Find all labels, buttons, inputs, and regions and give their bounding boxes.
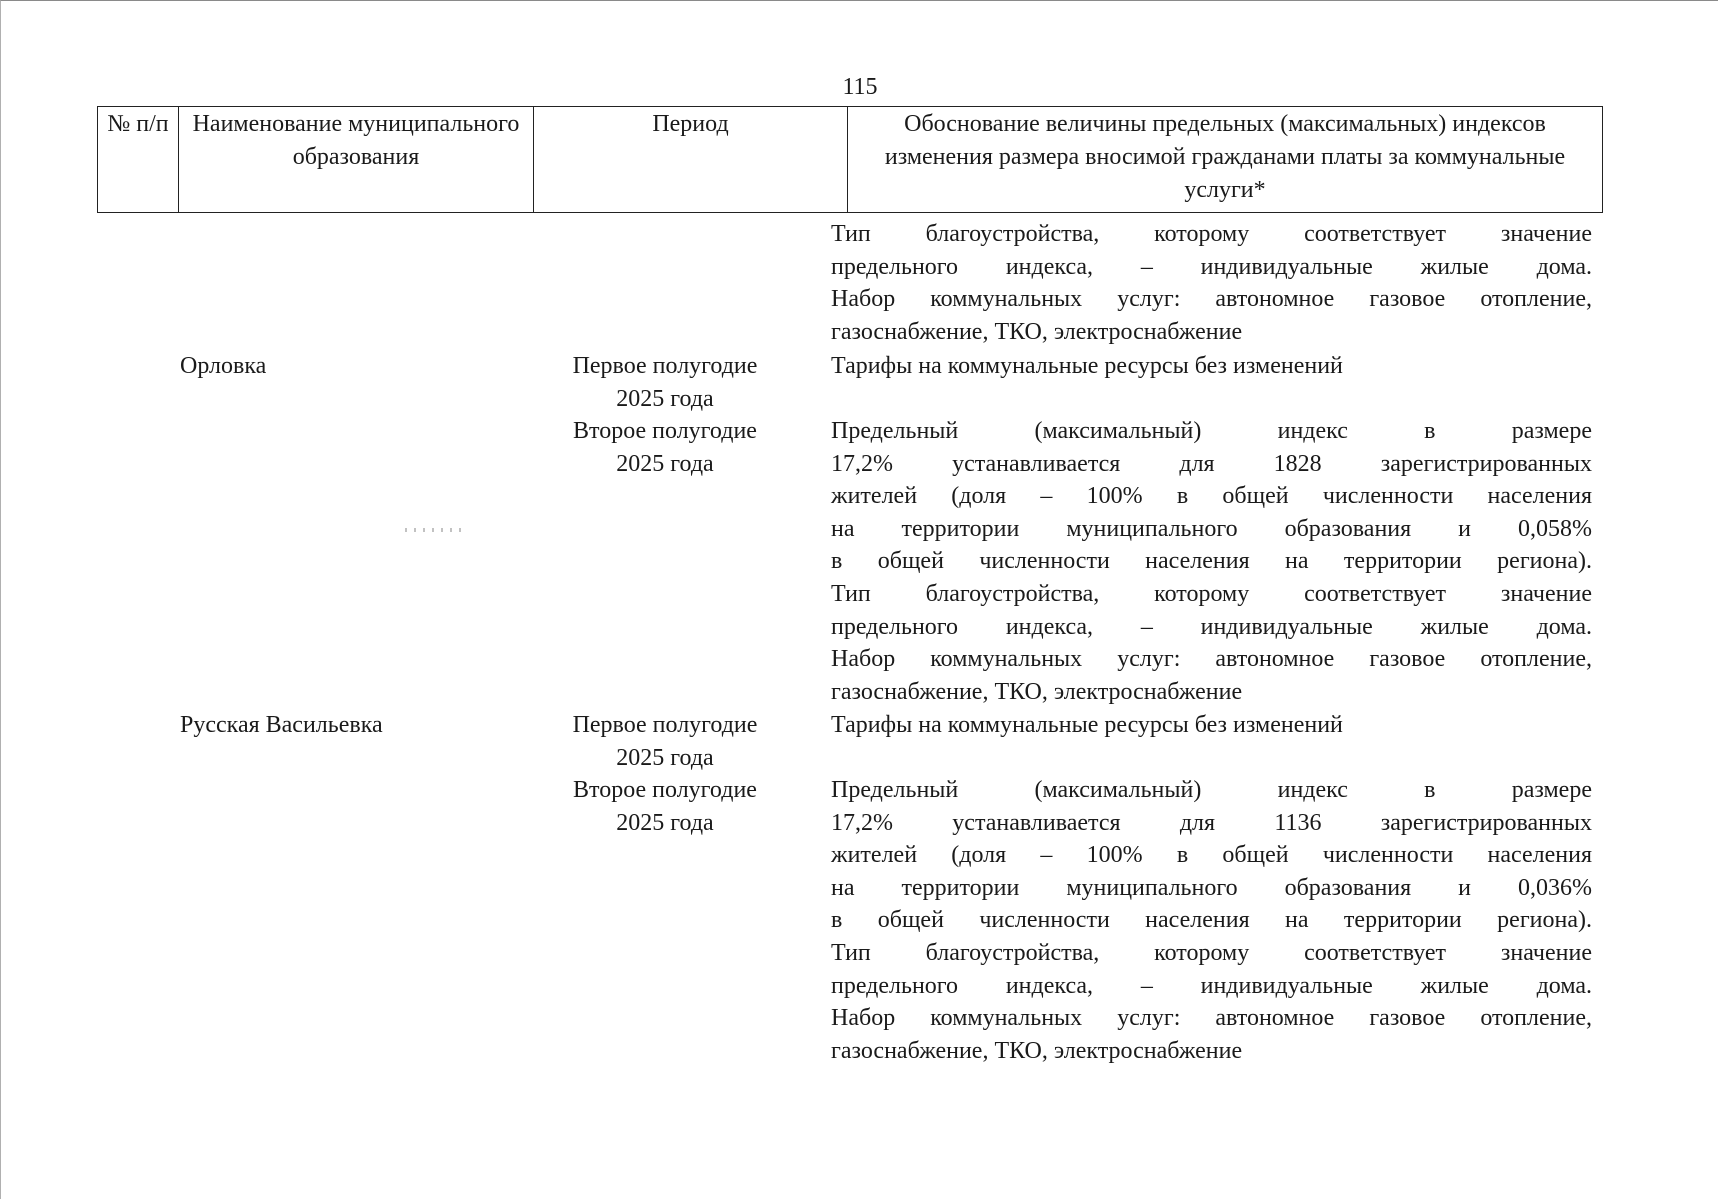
text-line: Набор коммунальных услуг: автономное газовое отопление, [831, 286, 1592, 313]
header-col-number: № п/п [98, 107, 179, 213]
text-line: Набор коммунальных услуг: автономное газовое отопление, [831, 1005, 1592, 1032]
municipality-name: Русская Васильевка [180, 712, 383, 738]
text-line: Набор коммунальных услуг: автономное газовое отопление, [831, 646, 1592, 673]
text-line: жителей (доля – 100% в общей численности населения [831, 842, 1592, 869]
text-line: Тип благоустройства, которому соответствует значение [831, 580, 1592, 607]
period-year: 2025 года [616, 744, 714, 771]
text-line: газоснабжение, ТКО, электроснабжение [831, 678, 1243, 705]
header-col-period: Период [534, 107, 848, 213]
page-number: 115 [842, 74, 878, 100]
text-line: Предельный (максимальный) индекс в размере [831, 418, 1592, 444]
text-line: в общей численности населения на территории региона). [831, 907, 1592, 934]
municipality-name: Орловка [180, 353, 267, 379]
text-line: газоснабжение, ТКО, электроснабжение [831, 1037, 1243, 1064]
text-line: Предельный (максимальный) индекс в размере [831, 777, 1592, 803]
text-line: на территории муниципального образования и 0,058% [831, 515, 1592, 542]
period-label: Второе полугодие [573, 777, 757, 803]
text-line: 17,2% устанавливается для 1136 зарегистрированных [831, 809, 1592, 836]
scan-artifact [405, 528, 465, 532]
text-line: газоснабжение, ТКО, электроснабжение [831, 318, 1243, 345]
text-line: Тарифы на коммунальные ресурсы без изменений [831, 712, 1343, 738]
period-label: Первое полугодие [572, 353, 758, 379]
text-line: предельного индекса, – индивидуальные жилые дома. [831, 972, 1592, 999]
period-label: Первое полугодие [572, 712, 758, 738]
justification-text [831, 415, 1592, 708]
header-col-municipality: Наименование муниципального образования [179, 107, 534, 213]
justification-text [831, 350, 1592, 383]
period-cell [540, 415, 790, 480]
text-line: предельного индекса, – индивидуальные жилые дома. [831, 253, 1592, 280]
table-header [97, 106, 1603, 213]
period-cell [540, 350, 790, 415]
text-line: Тарифы на коммунальные ресурсы без изменений [831, 353, 1343, 379]
period-cell [540, 709, 790, 774]
period-year: 2025 года [616, 385, 714, 412]
justification-text [831, 709, 1592, 742]
text-line: 17,2% устанавливается для 1828 зарегистрированных [831, 450, 1592, 477]
text-line: Тип благоустройства, которому соответствует значение [831, 939, 1592, 966]
period-label: Второе полугодие [573, 418, 757, 444]
text-line: предельного индекса, – индивидуальные жилые дома. [831, 613, 1592, 640]
text-line: Тип благоустройства, которому соответствует значение [831, 221, 1592, 247]
period-cell [540, 774, 790, 839]
period-year: 2025 года [616, 809, 714, 836]
justification-text [831, 774, 1592, 1067]
continuation-text [831, 218, 1592, 348]
header-col-justification: Обоснование величины предельных (максимальных) индексов изменения размера вносимой гражданами платы за коммунальные услуги* [848, 107, 1603, 213]
period-year: 2025 года [616, 450, 714, 477]
text-line: жителей (доля – 100% в общей численности населения [831, 483, 1592, 510]
text-line: на территории муниципального образования и 0,036% [831, 874, 1592, 901]
text-line: в общей численности населения на территории региона). [831, 548, 1592, 575]
